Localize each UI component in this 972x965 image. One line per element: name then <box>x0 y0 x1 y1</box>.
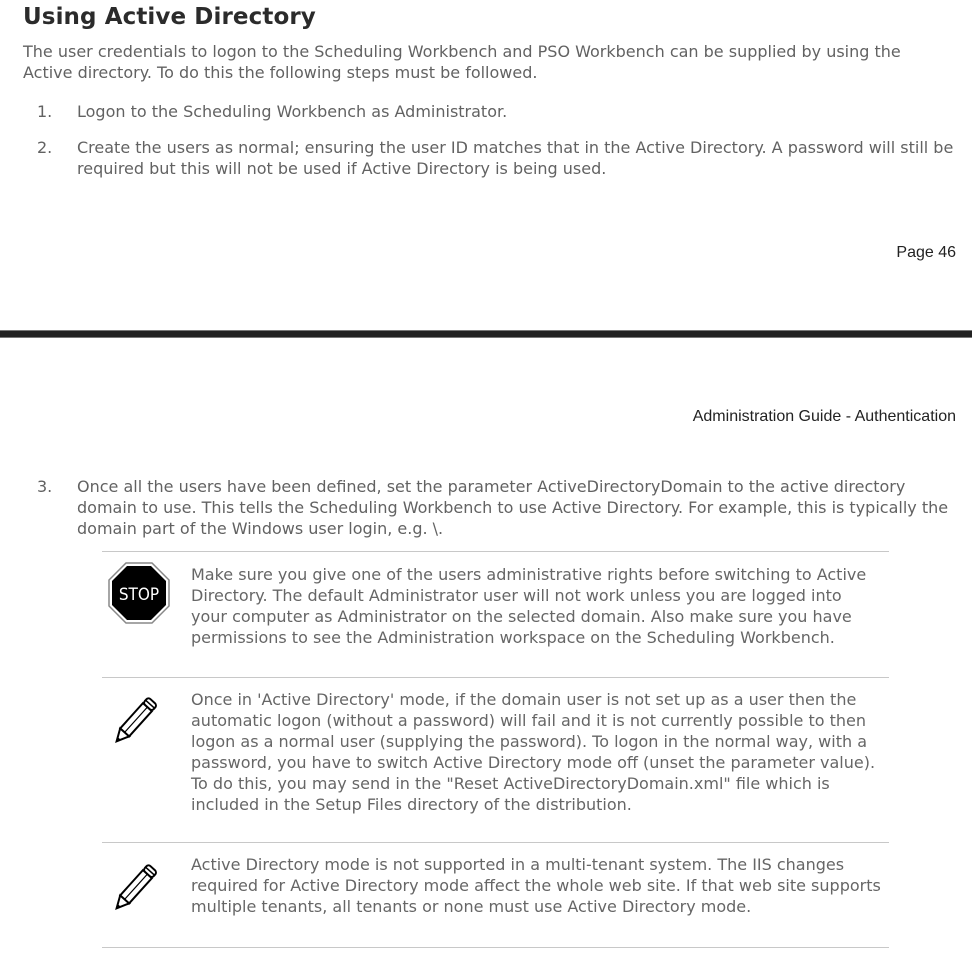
pencil-icon <box>108 692 160 756</box>
step-text: Once all the users have been defined, set the parameter ActiveDirectoryDomain to the active directory domain to use. This tells the Scheduling Workbench to use Active Directory. For example, this is typically the domain part of the Windows user login, e.g. \. <box>77 477 949 538</box>
step-number: 3. <box>37 477 53 496</box>
note-divider <box>102 947 889 948</box>
stop-sign-icon <box>108 562 170 628</box>
step-number: 2. <box>37 138 53 157</box>
step-text: Create the users as normal; ensuring the user ID matches that in the Active Directory. A password will still be required but this will not be used if Active Directory is being used. <box>77 138 954 178</box>
note-text: Once in 'Active Directory' mode, if the domain user is not set up as a user then the automatic logon (without a password) will fail and it is not currently possible to then logon as a normal user (supplying the password). To logon in the normal way, with a password, you have to switch Active Directory mode off (unset the parameter value). To do this, you may send in the "Reset ActiveDirectoryDomain.xml" file which is included in the Setup Files directory of the distribution. <box>191 690 876 814</box>
note-pencil-1 <box>102 678 889 842</box>
svg-text:STOP: STOP <box>118 585 160 605</box>
pencil-icon <box>108 859 160 923</box>
note-stop <box>102 552 889 677</box>
step-text: Logon to the Scheduling Workbench as Administrator. <box>77 102 508 121</box>
note-text: Active Directory mode is not supported in a multi-tenant system. The IIS changes required for Active Directory mode affect the whole web site. If that web site supports multiple tenants, all tenants or none must use Active Directory mode. <box>191 855 881 916</box>
step-number: 1. <box>37 102 53 121</box>
note-text: Make sure you give one of the users administrative rights before switching to Active Directory. The default Administrator user will not work unless you are logged into your computer as Administrator on the selected domain. Also make sure you have permissions to see the Administration workspace on the Scheduling Workbench. <box>191 565 867 647</box>
note-pencil-2 <box>102 843 889 947</box>
page-break-divider <box>0 330 972 338</box>
intro-paragraph: The user credentials to logon to the Scheduling Workbench and PSO Workbench can be supplied by using the Active directory. To do this the following steps must be followed. <box>23 42 901 82</box>
page-number: Page 46 <box>896 244 956 261</box>
section-heading: Using Active Directory <box>23 4 316 30</box>
running-header: Administration Guide - Authentication <box>692 408 956 425</box>
